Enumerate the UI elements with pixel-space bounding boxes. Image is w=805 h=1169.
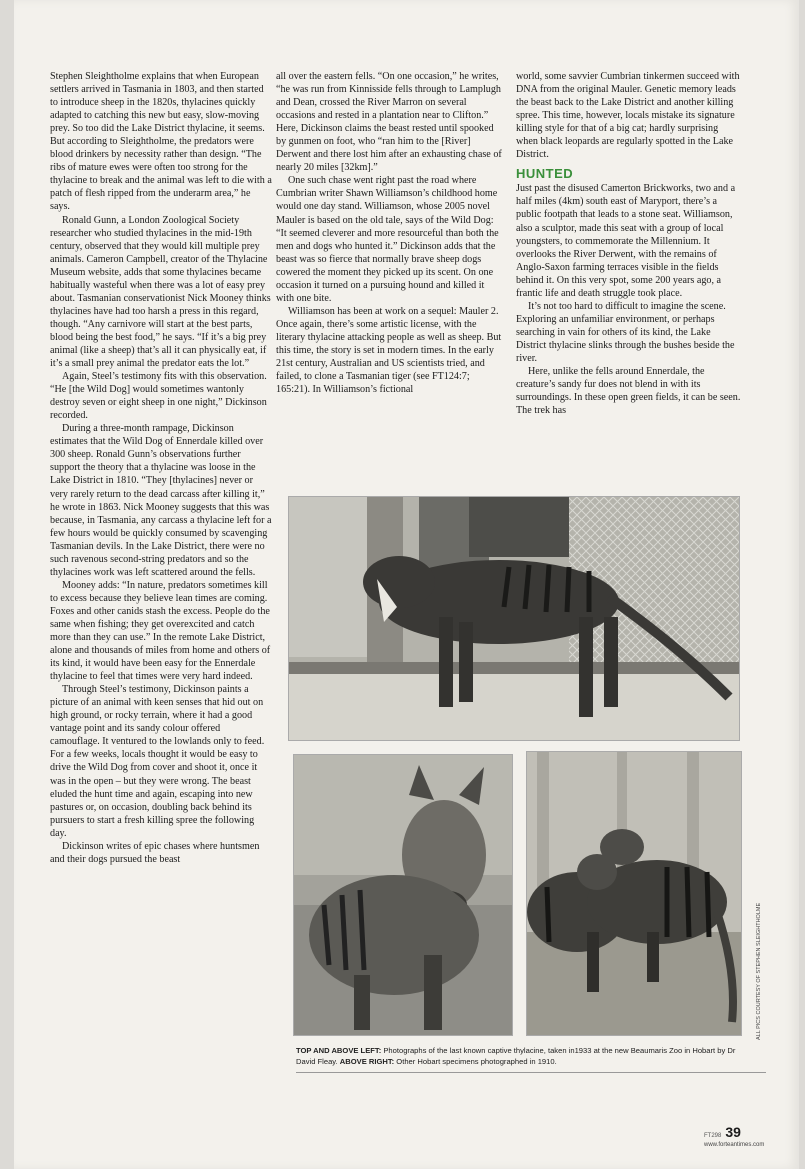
- caption-rule: [296, 1072, 766, 1073]
- section-heading: HUNTED: [516, 166, 574, 182]
- caption-lead: ABOVE RIGHT:: [339, 1056, 395, 1066]
- caption-lead: TOP AND ABOVE LEFT:: [296, 1046, 382, 1055]
- page-folio: [704, 1124, 764, 1148]
- paragraph: Stephen Sleightholme explains that when European settlers arrived in Tasmania in 1803, and then started to introduce sheep in the 1820s, thylacines quickly adapted to catching this new but easy, slow-moving prey. So too did the Lake District thylacine, it seems. But according to Sleightholme, the predators were blood drinkers by necessity rather than design. “The ribs of mature ewes were often too strong for the thylacine to break and the animal was left to die with a patch of flesh ripped from the underarm area,” he says.: [50, 71, 272, 213]
- paragraph: Ronald Gunn, a London Zoological Society researcher who studied thylacines in the mid-19th century, observed that they would kill multiple prey animals. Cameron Campbell, creator of the Thylacine Museum website, adds that some thylacines became habitually wasteful when there was a lot of easy prey about. Tasmanian conservationist Nick Mooney thinks thylacines have had too harsh a press in this regard, though. “Any carnivore will start at the best parts, blood being the best food,” he says. “If it’s a big prey animal (like a sheep) that’s all it can physically eat, if it’s a small prey animal the predator eats the lot.”: [50, 214, 271, 370]
- paragraph: It’s not too hard to difficult to imagine the scene. Exploring an unfamiliar environment, or perhaps searching in vain for others of its kind, the Lake District thylacine slinks through the bushes beside the river.: [516, 300, 735, 364]
- paragraph: Mooney adds: “In nature, predators sometimes kill to excess because they believe lean times are coming. Foxes and other canids stash the excess. People do the same when fishing; they get overexcited and catch more than they can use.” In the remote Lake District, alone and thousands of miles from home and others of its kind, it would have been easy for the Ennerdale thylacine to feel that times were very hard indeed.: [50, 579, 271, 683]
- photo-caption: [296, 1046, 748, 1067]
- paragraph: Dickinson writes of epic chases where huntsmen and their dogs pursued the beast: [50, 840, 260, 865]
- website-url: www.forteantimes.com: [704, 1142, 765, 1148]
- photo-credit: ALL PICS COURTESY OF STEPHEN SLEIGHTHOLME: [756, 902, 762, 1040]
- paragraph: Williamson has been at work on a sequel: Mauler 2. Once again, there’s some artistic license, with the literary thylacine attacking people as well as sheep. But this time, the story is set in modern times. In the early 21st century, Australian and US scientists tried, and failed, to clone a Tasmanian tiger (see FT124:7; 165:21). In Williamson’s fictional: [276, 305, 502, 396]
- issue-number: FT298: [704, 1133, 722, 1139]
- thylacine-pair-photo: [526, 751, 742, 1036]
- text-column-2: [276, 70, 502, 396]
- page-number: 39: [725, 1124, 741, 1140]
- paragraph: Through Steel’s testimony, Dickinson paints a picture of an animal with keen senses that hid out on high ground, or rocky terrain, where it had a good vantage point and its sandy colour offered camouflage. It ventured to the lowlands only to feed. For a few weeks, locals thought it would be easy to drive the Wild Dog from cover and shoot it, once it was in the open – but they were wrong. The beast eluded the hunt time and again, escaping into new pastures or, on occasion, doubling back behind its pursuers to start a fresh killing spree the following day.: [50, 684, 265, 839]
- caption-text: Photographs of the last known captive thylacine, taken in1933 at the new Beaumaris Zoo in Hobart by Dr David Fleay.: [296, 1046, 736, 1066]
- paragraph: During a three-month rampage, Dickinson estimates that the Wild Dog of Ennerdale killed over 300 sheep. Ronald Gunn’s observations further support the theory that a thylacine was loose in the Lake District in 1810. “They [thylacines] never or very rarely return to the dead carcass after killing it,” he wrote in 1863. Nick Mooney suggests that this was because, in Tasmania, any carcass a thylacine left for a few hours would be quickly consumed by scavenging Tasmanian devils. In the Lake District, there were no such ravenous second-string predators and so the thylacines work was left scattered around the fells.: [50, 423, 272, 578]
- magazine-page: [14, 0, 799, 1169]
- thylacine-face-photo: [293, 754, 513, 1036]
- paragraph: Just past the disused Camerton Brickworks, two and a half miles (4km) south east of Maryport, there’s a public footpath that leads to a stone seat. Williamson, also a sculptor, made this seat with a group of local youngsters, to commemorate the Millennium. It overlooks the River Derwent, with the remains of Anglo-Saxon farming terraces visible in the fields behind it. On this very spot, some 200 years ago, a frantic life and death struggle took place.: [516, 183, 736, 299]
- paragraph: all over the eastern fells. “On one occasion,” he writes, “he was run from Kinnisside fells through to Lamplugh and Dean, crossed the River Marron on several occasions and rested in a plantation near to Clifton.” Here, Dickinson claims the beast rested until spooked by gunmen on foot, who “ran him to the [River] Derwent and there lost him after an exhausting chase of nearly 20 miles [32km].”: [276, 71, 502, 174]
- caption-text: Other Hobart specimens photographed in 1910.: [394, 1056, 557, 1066]
- thylacine-face-illustration: [294, 755, 512, 1035]
- paragraph: world, some savvier Cumbrian tinkermen succeed with DNA from the original Mauler. Genetic memory leads the beast back to the Lake District and another killing spree. This time, however, locals mistake its signature killing style for that of a big cat; hardly surprising when black leopards are regularly spotted in the Lake District.: [516, 71, 740, 161]
- paragraph: Again, Steel’s testimony fits with this observation. “He [the Wild Dog] would sometimes wantonly destroy seven or eight sheep in one night,” Dickinson recorded.: [50, 371, 267, 422]
- thylacine-pair-illustration: [527, 752, 741, 1035]
- paragraph: One such chase went right past the road where Cumbrian writer Shawn Williamson’s childhood home would one day stand. Williamson, whose 2005 novel Mauler is based on the old tale, says of the Wild Dog: “It seemed cleverer and more resourceful than both the men and dogs who hunted it.” Dickinson adds that the beast was so fierce that normally brave sheep dogs cowered the moment they picked up its scent. On one occasion it turned on a pursuing hound and killed it with one bite.: [276, 175, 499, 304]
- paragraph: Here, unlike the fells around Ennerdale, the creature’s sandy fur does not blend in with its surroundings. In these open green fields, it can be seen. The trek has: [516, 366, 741, 417]
- text-column-3: [516, 70, 742, 417]
- thylacine-standing-illustration: [289, 497, 739, 740]
- thylacine-standing-photo: [288, 496, 740, 741]
- text-column-1: [50, 70, 272, 866]
